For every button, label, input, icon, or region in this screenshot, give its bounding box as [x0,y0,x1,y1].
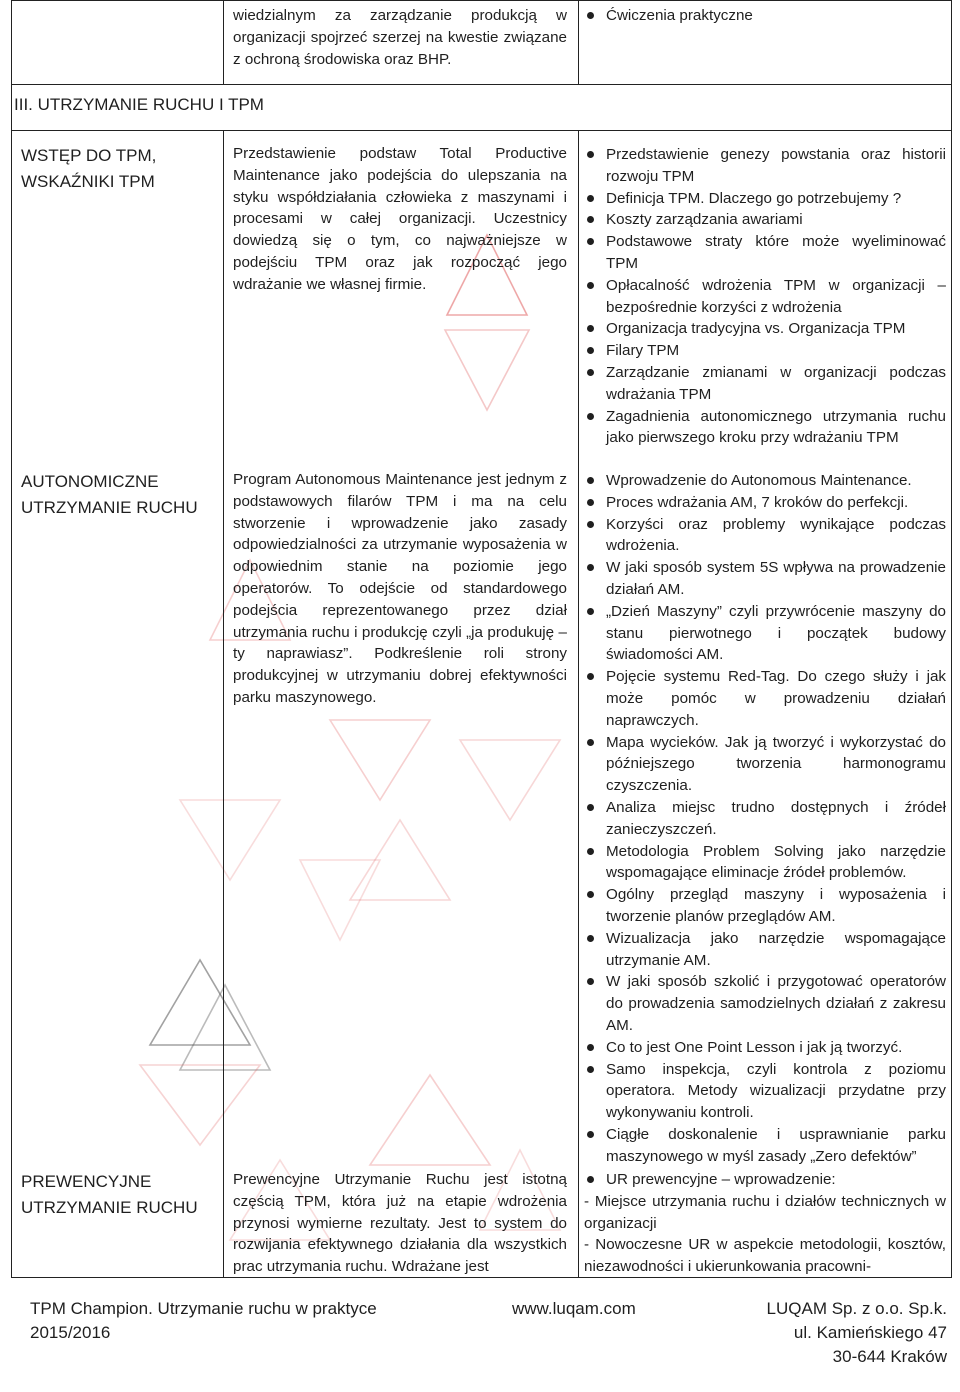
list-item: Samo inspekcja, czyli kontrola z poziomu operatora. Metody wizualizacji przydatne przy wykonywaniu kontroli. [584,1059,946,1124]
bullet-icon [587,848,594,855]
bullet-icon [587,151,594,158]
bullet-icon [587,1176,594,1183]
bullet-icon [587,739,594,746]
table-border [11,0,952,1]
list-item: Co to jest One Point Lesson i jak ją tworzyć. [584,1037,946,1059]
module-description: Przedstawienie podstaw Total Productive Maintenance jako podejścia do ulepszania na styku współdziałania człowieka z maszynami i procesami w całej organizacji. Uczestnicy dowiedzą się o tym, co najważniejsze w podejściu TPM oraz jak rozpocząć jego wdrażanie we własnej firmie. [233,145,567,293]
list-item: Ciągłe doskonalenie i usprawnianie parku maszynowego w myśl zasady „Zero defektów” [584,1124,946,1168]
list-item: Podstawowe straty które może wyeliminować TPM [584,231,946,275]
bullet-icon [587,978,594,985]
list-item: Definicja TPM. Dlaczego go potrzebujemy ? [584,188,946,210]
bullet-icon [587,1131,594,1138]
bullet-icon [587,564,594,571]
footer-website-link[interactable]: www.luqam.com [512,1299,636,1318]
footer-address-street: ul. Kamieńskiego 47 [793,1323,947,1342]
list-item: Mapa wycieków. Jak ją tworzyć i wykorzystać do późniejszego tworzenia harmonogramu czyszczenia. [584,732,946,797]
footer-year: 2015/2016 [30,1323,111,1342]
topic-line: - Nowoczesne UR w aspekcie metodologii, kosztów, niezawodności i ukierunkowania pracowni- [584,1236,946,1276]
module-description: Program Autonomous Maintenance jest jednym z podstawowych filarów TPM i ma na celu stworzenie i wprowadzenie jako zasady odpowiedzialności za utrzymanie wyposażenia w odpowiednim stanie na poziomie jego operatorów. To odejście od standardowego podejścia reprezentowanego przez dział utrzymania ruchu i produkcję czyli „ja produkuję – ty naprawiasz”. Podkreślenie roli strony produkcyjnej w utrzymaniu dobrej efektywności parku maszynowego. [233,471,567,706]
list-item: Korzyści oraz problemy wynikające podczas wdrożenia. [584,514,946,558]
footer-company-name: LUQAM Sp. z o.o. Sp.k. [766,1299,947,1318]
bullet-icon [587,935,594,942]
bullet-icon [587,238,594,245]
bullet-icon [587,521,594,528]
intro-bullet-list [584,5,946,27]
bullet-icon [587,891,594,898]
list-item: Zarządzanie zmianami w organizacji podczas wdrażania TPM [584,362,946,406]
list-item: Pojęcie systemu Red-Tag. Do czego służy i jak może pomóc w prowadzeniu działań naprawczych. [584,666,946,731]
module-topics [584,144,946,449]
bullet-icon [587,325,594,332]
list-item: W jaki sposób system 5S wpływa na prowadzenie działań AM. [584,557,946,601]
bullet-icon [587,413,594,420]
table-border [11,0,12,84]
table-border [951,130,952,1278]
list-item: Wprowadzenie do Autonomous Maintenance. [584,470,946,492]
list-item: Przedstawienie genezy powstania oraz historii rozwoju TPM [584,144,946,188]
bullet-icon [587,369,594,376]
table-border [578,130,579,1278]
table-border [951,0,952,84]
bullet-icon [587,1066,594,1073]
footer-course-title: TPM Champion. Utrzymanie ruchu w praktyce [30,1299,377,1318]
list-item: Wizualizacja jako narzędzie wspomagające utrzymanie AM. [584,928,946,972]
list-item: Analiza miejsc trudno dostępnych i źródeł zanieczyszczeń. [584,797,946,841]
table-border [951,84,952,130]
table-border [578,0,579,84]
bullet-icon [587,477,594,484]
footer-address-city: 30-644 Kraków [832,1347,947,1366]
module-description: Prewencyjne Utrzymanie Ruchu jest istotną częścią TPM, która już na etapie wdrożenia przynosi wymierne rezultaty. Jest to system do rozwijania efektywnego działania dla wszystkich prac utrzymania ruchu. Wdrażane jest [233,1171,567,1276]
topic-list [584,1169,946,1191]
list-item: W jaki sposób szkolić i przygotować operatorów do prowadzenia samodzielnych działań z zakresu AM. [584,971,946,1036]
intro-description: wiedzialnym za zarządzanie produkcją w organizacji spojrzeć szerzej na kwestie związane z ochroną środowiska oraz BHP. [233,7,567,68]
list-item: „Dzień Maszyny” czyli przywrócenie maszyny do stanu pierwotnego i początek budowy świadomości AM. [584,601,946,666]
module-title: WSTĘP DO TPM, WSKAŹNIKI TPM [21,146,157,191]
topic-list [584,470,946,1168]
table-border [223,130,224,1278]
bullet-icon [587,804,594,811]
list-item: UR prewencyjne – wprowadzenie: [584,1169,946,1191]
list-item: Filary TPM [584,340,946,362]
module-topics [584,1169,946,1278]
list-item: Proces wdrażania AM, 7 kroków do perfekcji. [584,492,946,514]
list-item: Koszty zarządzania awariami [584,209,946,231]
bullet-icon [587,608,594,615]
list-item: Opłacalność wdrożenia TPM w organizacji – bezpośrednie korzyści z wdrożenia [584,275,946,319]
bullet-icon [587,282,594,289]
module-title: AUTONOMICZNE UTRZYMANIE RUCHU [21,472,198,517]
topic-line: - Miejsce utrzymania ruchu i działów technicznych w organizacji [584,1192,946,1232]
bullet-icon [587,499,594,506]
list-item: Metodologia Problem Solving jako narzędzie wspomagające eliminacje źródeł problemów. [584,841,946,885]
section-header: III. UTRZYMANIE RUCHU I TPM [14,95,264,114]
bullet-icon [587,12,594,19]
table-border [223,0,224,84]
list-item: Ćwiczenia praktyczne [584,5,946,27]
list-item: Zagadnienia autonomicznego utrzymania ruchu jako pierwszego kroku przy wdrażaniu TPM [584,406,946,450]
bullet-icon [587,195,594,202]
topic-list [584,144,946,449]
table-border [11,84,952,85]
intro-bullets [584,5,946,27]
list-item: Ogólny przegląd maszyny i wyposażenia i tworzenie planów przeglądów AM. [584,884,946,928]
module-title: PREWENCYJNE UTRZYMANIE RUCHU [21,1172,198,1217]
bullet-icon [587,1044,594,1051]
list-item: Organizacja tradycyjna vs. Organizacja TPM [584,318,946,340]
bullet-icon [587,347,594,354]
bullet-icon [587,216,594,223]
table-border [11,84,12,130]
table-border [11,130,952,131]
module-topics [584,470,946,1168]
bullet-icon [587,673,594,680]
table-border [11,130,12,1278]
